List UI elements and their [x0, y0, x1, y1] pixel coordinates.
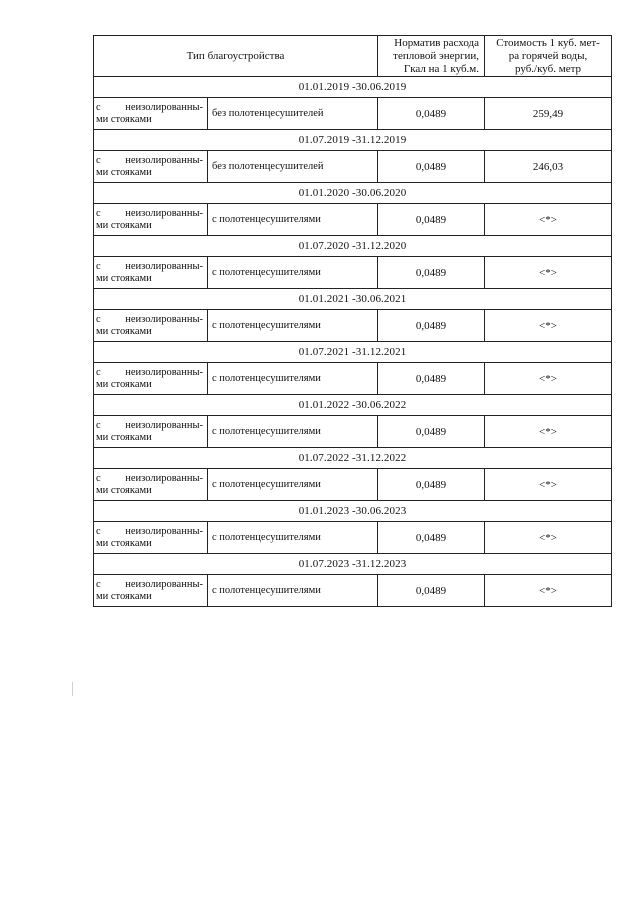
heat-norm-cell: 0,0489: [378, 416, 485, 448]
heat-norm-cell: 0,0489: [378, 98, 485, 130]
heat-norm-cell: 0,0489: [378, 575, 485, 607]
riser-type-line: ми стояками: [96, 113, 152, 125]
period-range: 01.01.2022 -30.06.2022: [94, 395, 612, 416]
riser-type-line: ми стояками: [96, 272, 152, 284]
towel-dryer-cell: с полотенцесушителями: [208, 204, 378, 236]
period-row: [94, 289, 612, 310]
period-row: [94, 77, 612, 98]
period-row: [94, 395, 612, 416]
period-row: [94, 236, 612, 257]
period-row: [94, 342, 612, 363]
heat-norm-cell: 0,0489: [378, 151, 485, 183]
towel-dryer-cell: с полотенцесушителями: [208, 416, 378, 448]
heat-norm-cell: 0,0489: [378, 363, 485, 395]
heat-norm-cell: 0,0489: [378, 469, 485, 501]
riser-type-line: с неизолированны-: [96, 154, 203, 166]
period-range: 01.01.2020 -30.06.2020: [94, 183, 612, 204]
table-row: [94, 575, 612, 607]
riser-type-cell: [94, 257, 208, 289]
towel-dryer-cell: с полотенцесушителями: [208, 469, 378, 501]
riser-type-line: с неизолированны-: [96, 419, 203, 431]
header-heat-norm: [378, 36, 485, 77]
riser-type-cell: [94, 151, 208, 183]
heat-norm-cell: 0,0489: [378, 257, 485, 289]
water-cost-cell: 259,49: [485, 98, 612, 130]
header-water-cost: [485, 36, 612, 77]
riser-type-line: с неизолированны-: [96, 578, 203, 590]
table-row: [94, 204, 612, 236]
document-page: [93, 35, 611, 607]
table-body: [94, 77, 612, 607]
water-cost-cell: <*>: [485, 363, 612, 395]
period-range: 01.07.2021 -31.12.2021: [94, 342, 612, 363]
table-row: [94, 363, 612, 395]
riser-type-line: ми стояками: [96, 378, 152, 390]
riser-type-line: ми стояками: [96, 325, 152, 337]
scan-mark: [72, 682, 73, 696]
riser-type-line: с неизолированны-: [96, 472, 203, 484]
riser-type-cell: [94, 416, 208, 448]
riser-type-cell: [94, 310, 208, 342]
water-cost-cell: <*>: [485, 469, 612, 501]
table-header-row: [94, 36, 612, 77]
water-cost-cell: <*>: [485, 310, 612, 342]
riser-type-cell: [94, 363, 208, 395]
water-cost-cell: 246,03: [485, 151, 612, 183]
riser-type-line: ми стояками: [96, 590, 152, 602]
table-row: [94, 469, 612, 501]
period-row: [94, 183, 612, 204]
riser-type-cell: [94, 575, 208, 607]
period-range: 01.07.2019 -31.12.2019: [94, 130, 612, 151]
period-range: 01.01.2023 -30.06.2023: [94, 501, 612, 522]
period-row: [94, 501, 612, 522]
towel-dryer-cell: с полотенцесушителями: [208, 522, 378, 554]
table-row: [94, 310, 612, 342]
heat-norm-cell: 0,0489: [378, 204, 485, 236]
towel-dryer-cell: с полотенцесушителями: [208, 575, 378, 607]
period-row: [94, 448, 612, 469]
period-row: [94, 554, 612, 575]
towel-dryer-cell: с полотенцесушителями: [208, 257, 378, 289]
riser-type-line: ми стояками: [96, 537, 152, 549]
riser-type-line: ми стояками: [96, 166, 152, 178]
riser-type-line: ми стояками: [96, 219, 152, 231]
water-cost-cell: <*>: [485, 416, 612, 448]
header-water-cost-line: ра горячей воды,: [508, 49, 588, 62]
header-water-cost-line: Стоимость 1 куб. мет-: [496, 36, 600, 49]
towel-dryer-cell: с полотенцесушителями: [208, 363, 378, 395]
header-improvement-type: Тип благоустройства: [94, 36, 378, 77]
towel-dryer-cell: с полотенцесушителями: [208, 310, 378, 342]
header-heat-norm-line: Норматив расхода: [394, 36, 480, 49]
period-range: 01.01.2021 -30.06.2021: [94, 289, 612, 310]
riser-type-cell: [94, 204, 208, 236]
riser-type-line: с неизолированны-: [96, 260, 203, 272]
table-row: [94, 151, 612, 183]
riser-type-line: с неизолированны-: [96, 313, 203, 325]
riser-type-cell: [94, 469, 208, 501]
riser-type-cell: [94, 522, 208, 554]
header-heat-norm-line: тепловой энергии,: [393, 49, 480, 62]
riser-type-line: ми стояками: [96, 484, 152, 496]
table-row: [94, 416, 612, 448]
tariff-table: [93, 35, 612, 607]
period-range: 01.07.2022 -31.12.2022: [94, 448, 612, 469]
riser-type-line: с неизолированны-: [96, 366, 203, 378]
water-cost-cell: <*>: [485, 522, 612, 554]
water-cost-cell: <*>: [485, 204, 612, 236]
riser-type-cell: [94, 98, 208, 130]
heat-norm-cell: 0,0489: [378, 522, 485, 554]
heat-norm-cell: 0,0489: [378, 310, 485, 342]
towel-dryer-cell: без полотенцесушителей: [208, 98, 378, 130]
table-row: [94, 257, 612, 289]
water-cost-cell: <*>: [485, 575, 612, 607]
period-range: 01.07.2023 -31.12.2023: [94, 554, 612, 575]
table-row: [94, 98, 612, 130]
riser-type-line: ми стояками: [96, 431, 152, 443]
towel-dryer-cell: без полотенцесушителей: [208, 151, 378, 183]
header-water-cost-line: руб./куб. метр: [514, 62, 582, 75]
table-row: [94, 522, 612, 554]
riser-type-line: с неизолированны-: [96, 525, 203, 537]
riser-type-line: с неизолированны-: [96, 207, 203, 219]
header-heat-norm-line: Гкал на 1 куб.м.: [403, 62, 480, 75]
period-range: 01.07.2020 -31.12.2020: [94, 236, 612, 257]
riser-type-line: с неизолированны-: [96, 101, 203, 113]
water-cost-cell: <*>: [485, 257, 612, 289]
period-range: 01.01.2019 -30.06.2019: [94, 77, 612, 98]
period-row: [94, 130, 612, 151]
